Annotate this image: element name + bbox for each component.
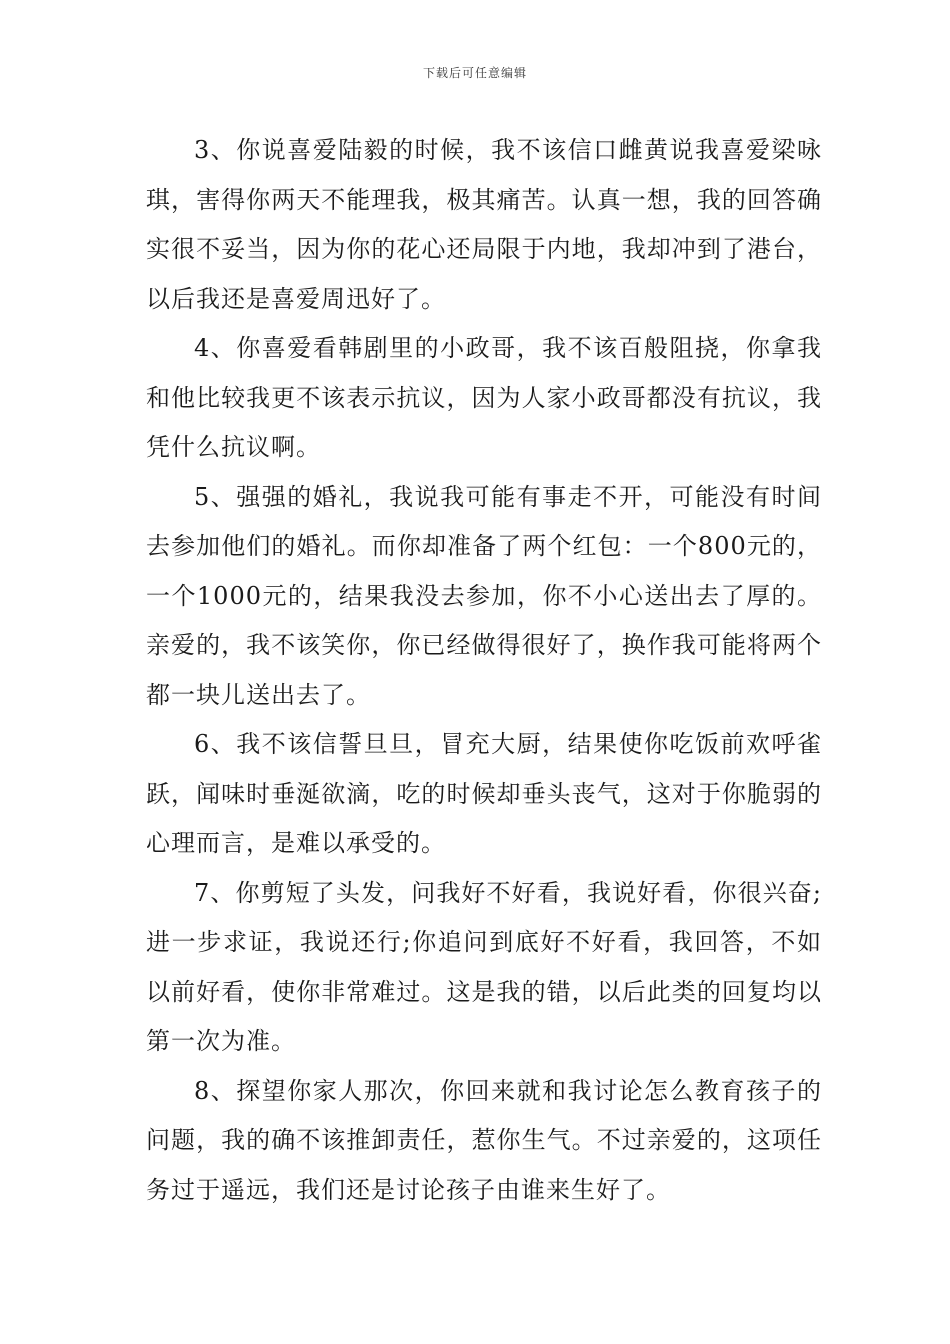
paragraph-3: 3、你说喜爱陆毅的时候，我不该信口雌黄说我喜爱梁咏琪，害得你两天不能理我，极其痛苦。认真一想，我的回答确实很不妥当，因为你的花心还局限于内地，我却冲到了港台，以后我还是喜爱周迅好了。 [146,136,822,313]
paragraph-4: 4、你喜爱看韩剧里的小政哥，我不该百般阻挠，你拿我和他比较我更不该表示抗议，因为人家小政哥都没有抗议，我凭什么抗议啊。 [146,334,822,461]
paragraph-7: 7、你剪短了头发，问我好不好看，我说好看，你很兴奋;进一步求证，我说还行;你追问到底好不好看，我回答，不如以前好看，使你非常难过。这是我的错，以后此类的回复均以第一次为准。 [146,878,822,1055]
paragraph-5: 5、强强的婚礼，我说我可能有事走不开，可能没有时间去参加他们的婚礼。而你却准备了两个红包：一个800元的，一个1000元的，结果我没去参加，你不小心送出去了厚的。亲爱的，我不该笑你，你已经做得很好了，换作我可能将两个都一块儿送出去了。 [146,482,822,709]
document-body [146,126,822,1215]
page-header: 下载后可任意编辑 [422,66,527,80]
paragraph-6: 6、我不该信誓旦旦，冒充大厨，结果使你吃饭前欢呼雀跃，闻味时垂涎欲滴，吃的时候却垂头丧气，这对于你脆弱的心理而言，是难以承受的。 [146,730,822,857]
paragraph-8: 8、探望你家人那次，你回来就和我讨论怎么教育孩子的问题，我的确不该推卸责任，惹你生气。不过亲爱的，这项任务过于遥远，我们还是讨论孩子由谁来生好了。 [146,1076,822,1204]
